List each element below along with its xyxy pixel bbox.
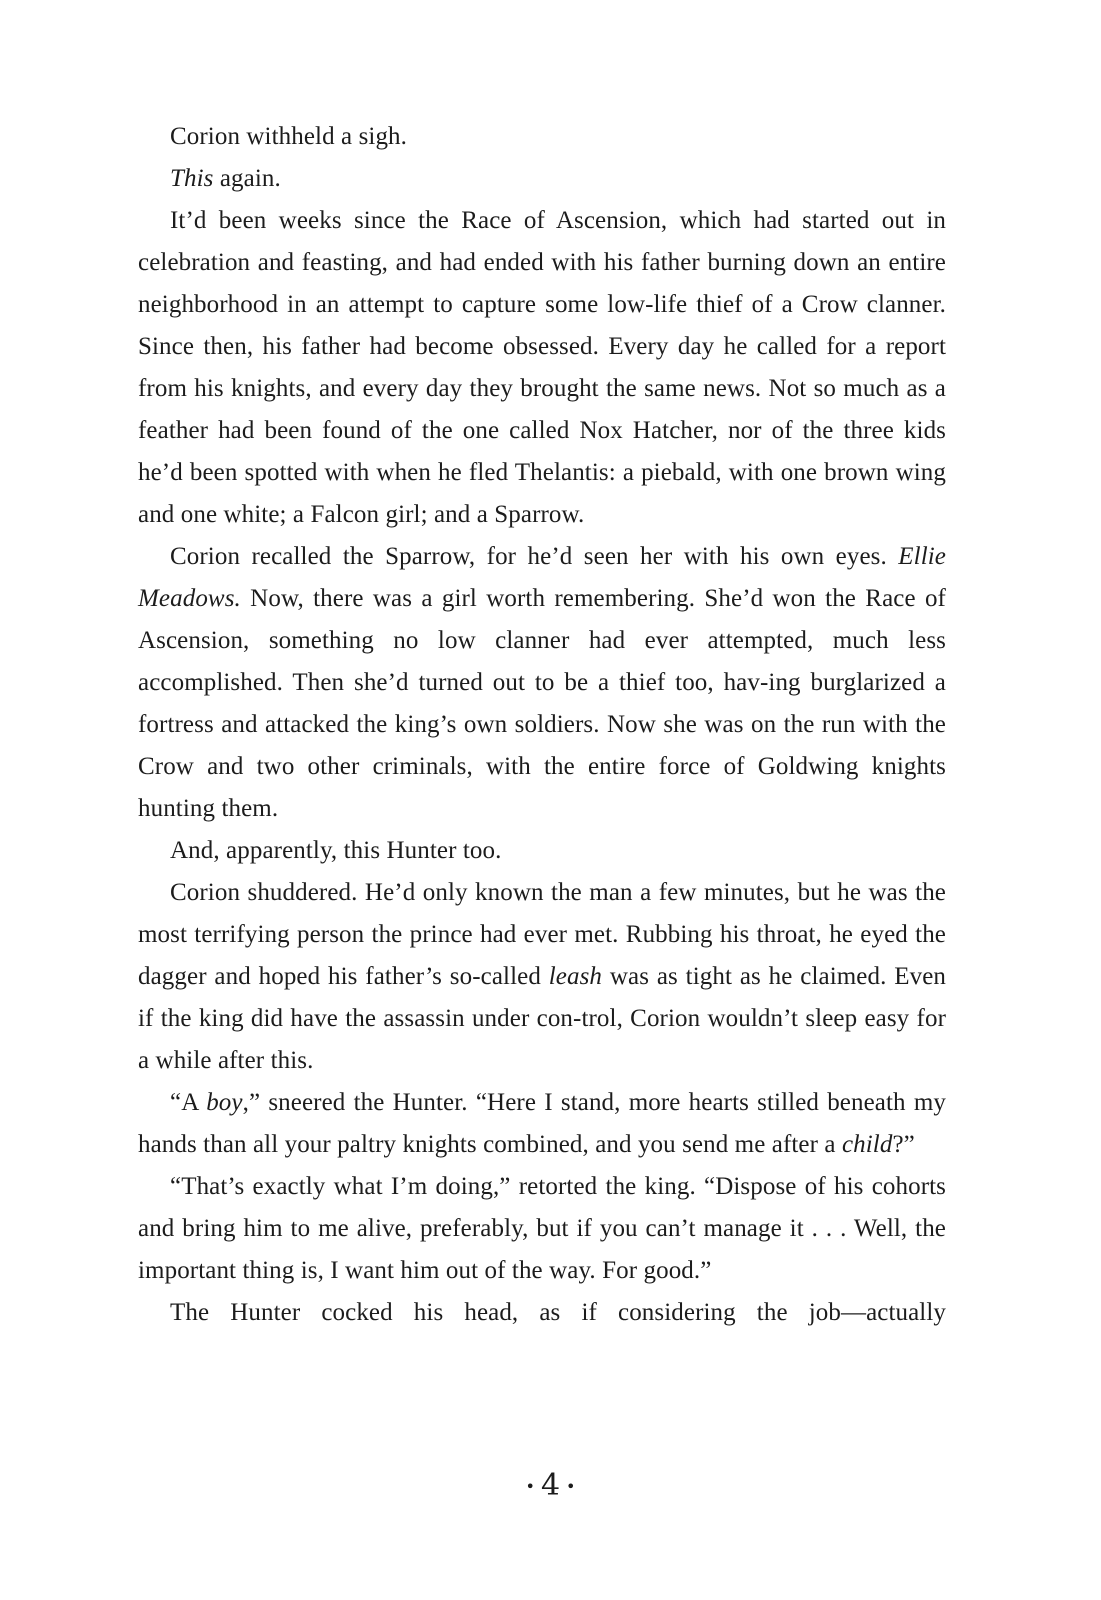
italic-text: This	[170, 165, 214, 192]
folio-dot-left: •	[525, 1477, 535, 1496]
text-run: Corion recalled the Sparrow, for he’d seen her with his own eyes.	[170, 543, 899, 570]
folio-dot-right: •	[566, 1477, 576, 1496]
text-run: And, apparently, this Hunter too.	[170, 837, 502, 864]
paragraph	[138, 1082, 946, 1166]
text-run: ,” sneered the Hunter. “Here I stand, more hearts stilled beneath my hands than all your paltry knights combined, and you send me after a	[138, 1089, 946, 1158]
italic-text: Ellie Meadows.	[138, 543, 946, 612]
text-run: Now, there was a girl worth remembering. She’d won the Race of Ascension, something no low clanner had ever attempted, much less accomplished. Then she’d turned out to be a thief too, hav-ing burglarized a fortress and attacked the king’s own soldiers. Now she was on the run with the Crow and two other criminals, with the entire force of Goldwing knights hunting them.	[138, 585, 946, 822]
text-run: ?”	[892, 1131, 915, 1158]
paragraph	[138, 830, 946, 872]
paragraph	[138, 872, 946, 1082]
text-run: Corion withheld a sigh.	[170, 123, 408, 150]
italic-text: boy	[206, 1089, 243, 1116]
page-number	[0, 1466, 1101, 1507]
text-run: “That’s exactly what I’m doing,” retorted the king. “Dispose of his cohorts and bring him to me alive, preferably, but if you can’t manage it . . . Well, the important thing is, I want him out of the way. For good.”	[138, 1173, 946, 1284]
paragraph	[138, 536, 946, 830]
paragraph	[138, 158, 946, 200]
paragraph	[138, 116, 946, 158]
italic-text: leash	[548, 963, 603, 990]
text-run: again.	[213, 165, 281, 192]
text-run: The Hunter cocked his head, as if considering the job—actually	[170, 1299, 946, 1326]
text-run: “A	[170, 1089, 207, 1116]
paragraph	[138, 200, 946, 536]
paragraph	[138, 1166, 946, 1292]
page-number-text: 4	[540, 1468, 561, 1503]
text-run: It’d been weeks since the Race of Ascension, which had started out in celebration and feasting, and had ended with his father burning down an entire neighborhood in an attempt to capture some low-life thief of a Crow clanner. Since then, his father had become obsessed. Every day he called for a report from his knights, and every day they brought the same news. Not so much as a feather had been found of the one called Nox Hatcher, nor of the three kids he’d been spotted with when he fled Thelantis: a piebald, with one brown wing and one white; a Falcon girl; and a Sparrow.	[138, 207, 946, 528]
paragraph	[138, 1292, 946, 1334]
page-body	[138, 116, 946, 1334]
italic-text: child	[841, 1131, 893, 1158]
text-run: Corion shuddered. He’d only known the man a few minutes, but he was the most terrifying person the prince had ever met. Rubbing his throat, he eyed the dagger and hoped his father’s so-called	[138, 879, 946, 990]
text-run: was as tight as he claimed. Even if the king did have the assassin under con-trol, Corion wouldn’t sleep easy for a while after this.	[138, 963, 947, 1074]
